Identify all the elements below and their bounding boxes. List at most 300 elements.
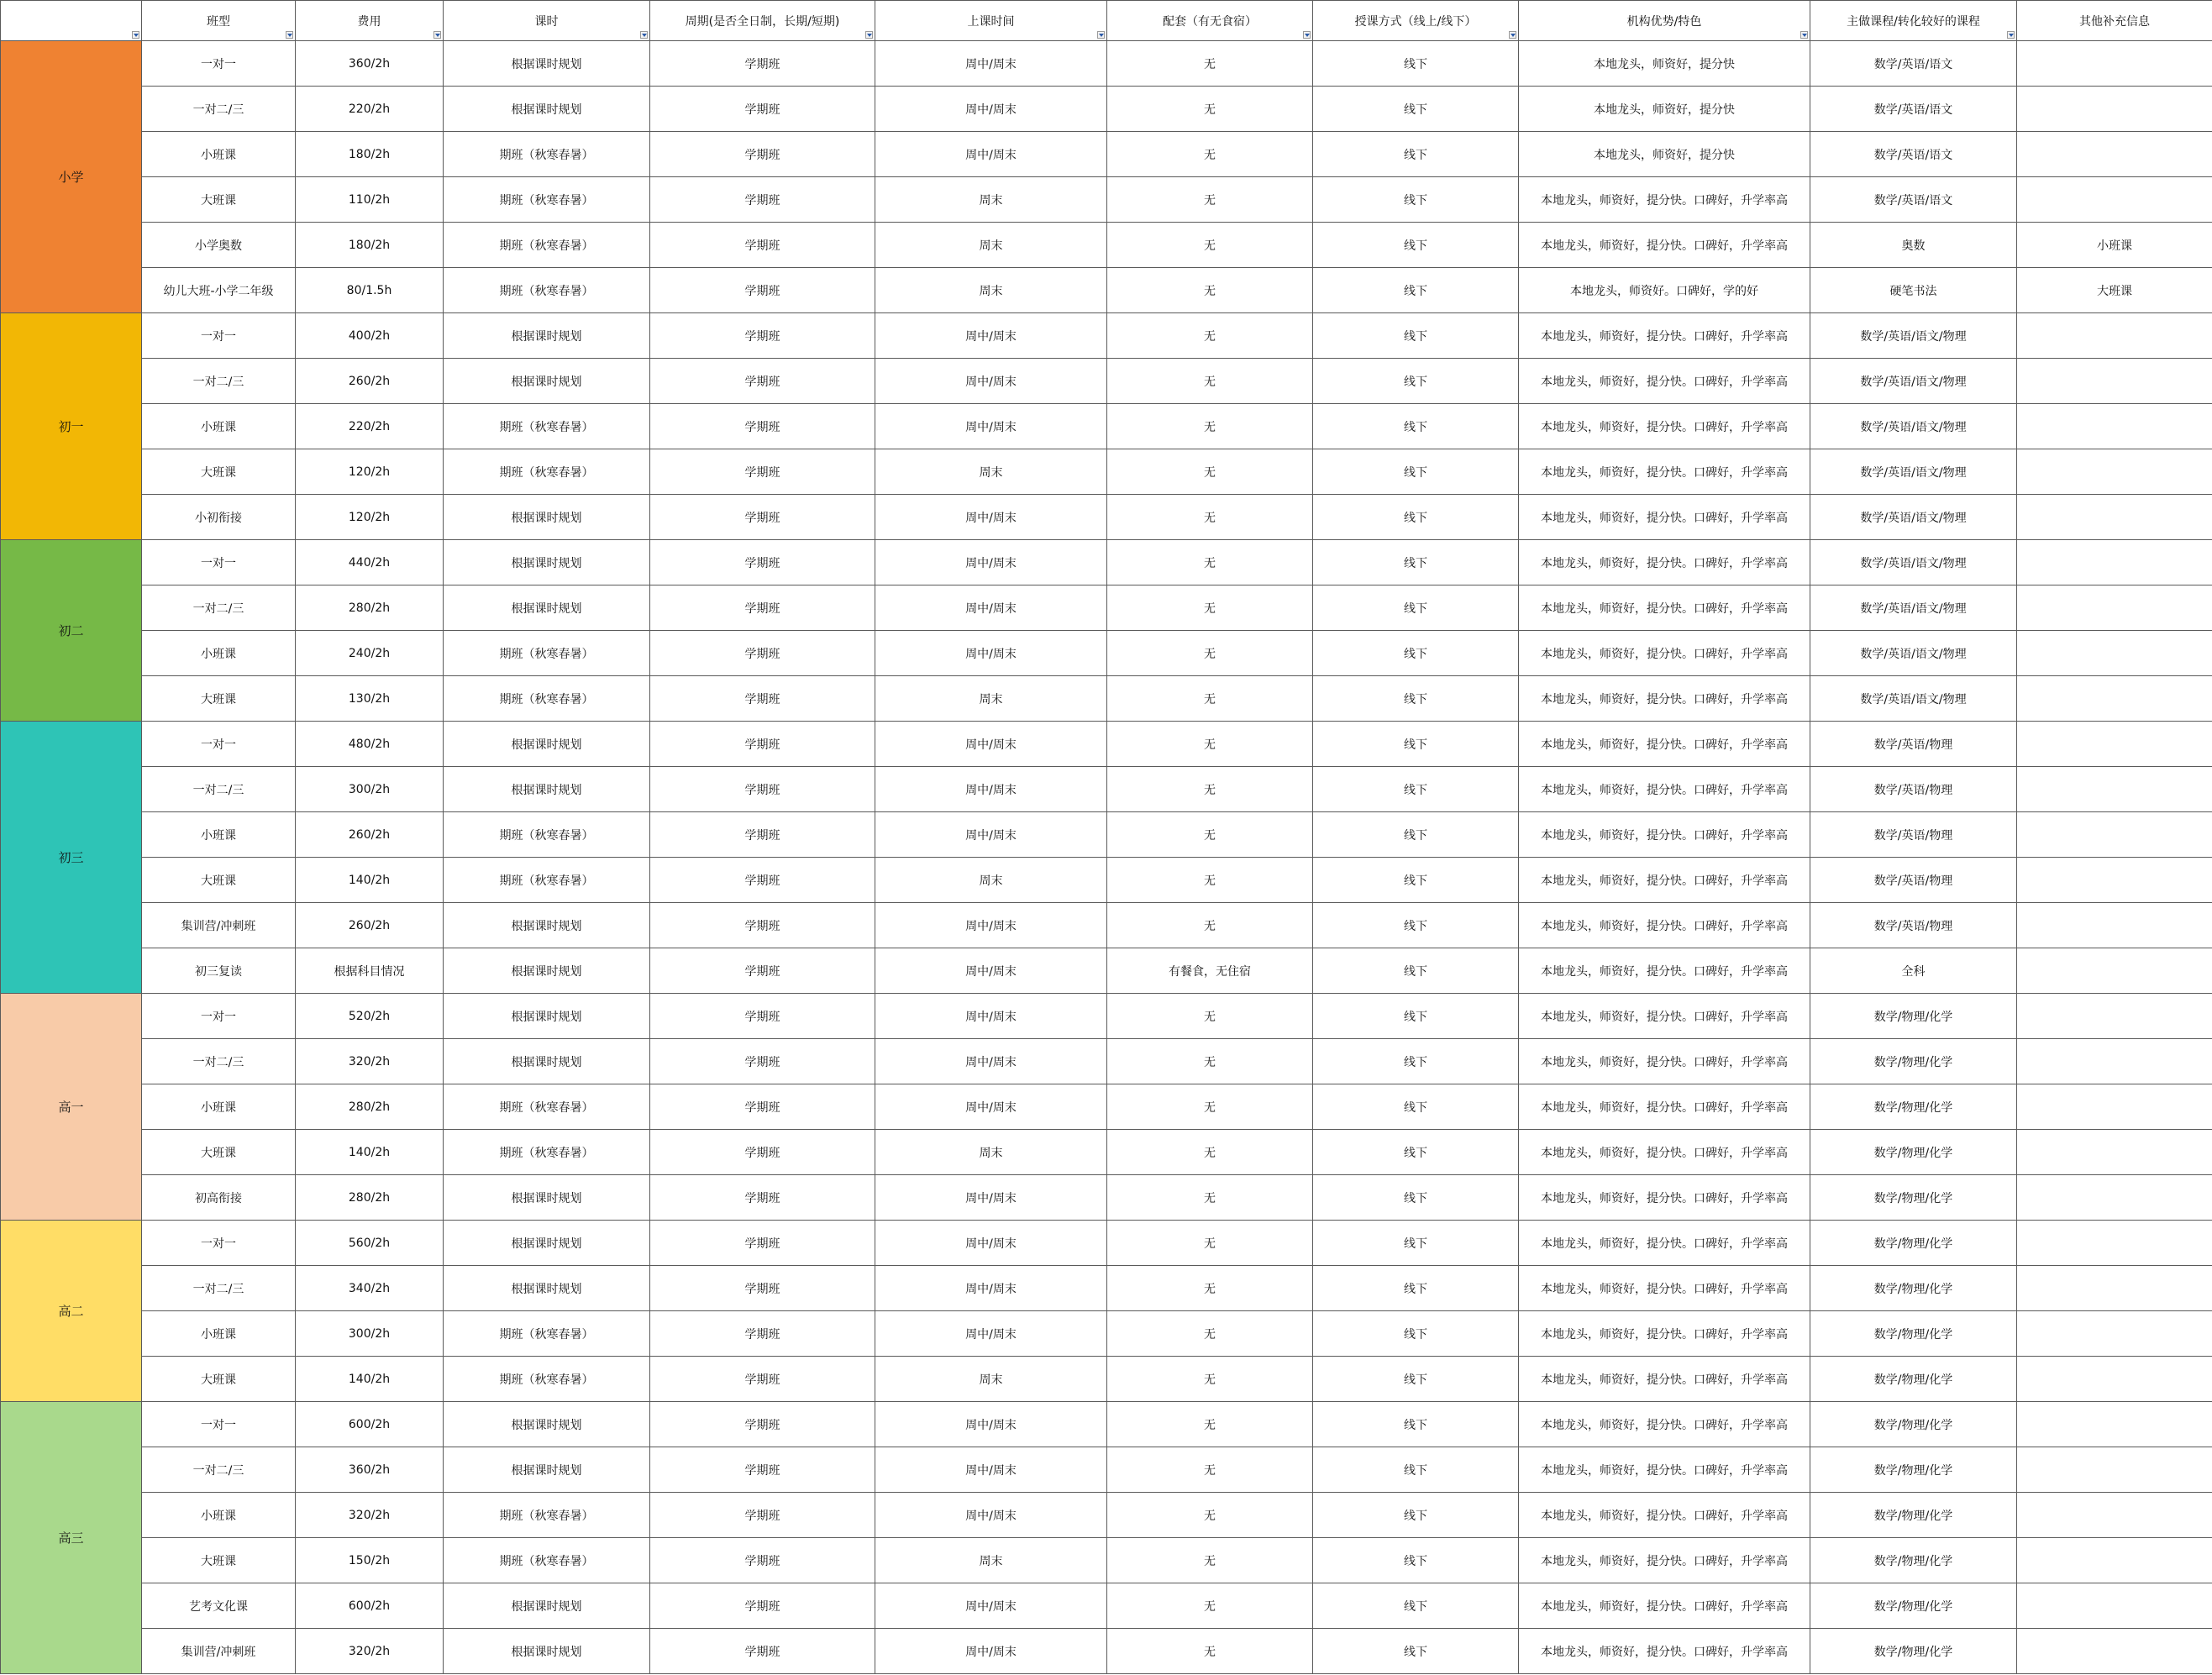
table-cell[interactable]: 周中/周末 (875, 903, 1107, 948)
table-cell[interactable]: 数学/英语/语文 (1810, 132, 2017, 177)
table-cell[interactable]: 幼儿大班-小学二年级 (142, 268, 296, 313)
table-cell[interactable]: 无 (1107, 1538, 1313, 1583)
table-cell[interactable]: 学期班 (650, 41, 875, 87)
grade-cell[interactable]: 初一 (1, 313, 142, 540)
table-cell[interactable]: 一对一 (142, 1221, 296, 1266)
table-cell[interactable]: 学期班 (650, 1447, 875, 1493)
table-cell[interactable]: 学期班 (650, 1357, 875, 1402)
table-cell[interactable] (2017, 1447, 2212, 1493)
table-cell[interactable]: 学期班 (650, 722, 875, 767)
table-cell[interactable]: 根据课时规划 (444, 313, 650, 359)
filter-dropdown-icon[interactable] (2007, 31, 2015, 39)
table-cell[interactable] (2017, 404, 2212, 449)
table-cell[interactable]: 数学/英语/物理 (1810, 858, 2017, 903)
table-cell[interactable]: 本地龙头，师资好，提分快。口碑好，升学率高 (1519, 404, 1810, 449)
table-cell[interactable]: 根据课时规划 (444, 994, 650, 1039)
table-cell[interactable]: 线下 (1313, 1221, 1519, 1266)
table-cell[interactable]: 根据课时规划 (444, 1039, 650, 1084)
table-cell[interactable] (2017, 1402, 2212, 1447)
table-cell[interactable]: 一对二/三 (142, 359, 296, 404)
table-cell[interactable]: 线下 (1313, 404, 1519, 449)
table-cell[interactable]: 本地龙头，师资好，提分快。口碑好，升学率高 (1519, 858, 1810, 903)
table-cell[interactable]: 根据课时规划 (444, 540, 650, 585)
table-cell[interactable]: 学期班 (650, 177, 875, 223)
table-cell[interactable]: 线下 (1313, 177, 1519, 223)
table-cell[interactable]: 学期班 (650, 404, 875, 449)
table-cell[interactable]: 本地龙头，师资好，提分快。口碑好，升学率高 (1519, 449, 1810, 495)
table-cell[interactable]: 本地龙头，师资好，提分快。口碑好，升学率高 (1519, 585, 1810, 631)
table-cell[interactable]: 根据课时规划 (444, 1629, 650, 1674)
table-cell[interactable]: 300/2h (296, 767, 444, 812)
table-cell[interactable]: 本地龙头，师资好，提分快。口碑好，升学率高 (1519, 1266, 1810, 1311)
table-cell[interactable]: 学期班 (650, 1039, 875, 1084)
table-cell[interactable]: 期班（秋寒春暑） (444, 404, 650, 449)
table-cell[interactable]: 初三复读 (142, 948, 296, 994)
table-cell[interactable]: 根据课时规划 (444, 722, 650, 767)
filter-dropdown-icon[interactable] (1303, 31, 1311, 39)
table-cell[interactable]: 本地龙头，师资好，提分快。口碑好，升学率高 (1519, 812, 1810, 858)
table-cell[interactable]: 线下 (1313, 223, 1519, 268)
table-cell[interactable]: 线下 (1313, 812, 1519, 858)
table-cell[interactable] (2017, 313, 2212, 359)
table-cell[interactable]: 学期班 (650, 132, 875, 177)
table-cell[interactable]: 本地龙头，师资好，提分快 (1519, 41, 1810, 87)
table-cell[interactable]: 集训营/冲刺班 (142, 903, 296, 948)
table-cell[interactable]: 无 (1107, 449, 1313, 495)
table-cell[interactable]: 周中/周末 (875, 1493, 1107, 1538)
table-cell[interactable]: 数学/英语/语文/物理 (1810, 495, 2017, 540)
table-cell[interactable] (2017, 858, 2212, 903)
filter-dropdown-icon[interactable] (132, 31, 139, 39)
table-cell[interactable]: 小班课 (2017, 223, 2212, 268)
table-cell[interactable]: 300/2h (296, 1311, 444, 1357)
table-cell[interactable]: 线下 (1313, 495, 1519, 540)
table-cell[interactable]: 周末 (875, 1538, 1107, 1583)
table-cell[interactable]: 无 (1107, 1583, 1313, 1629)
table-cell[interactable]: 期班（秋寒春暑） (444, 676, 650, 722)
table-cell[interactable]: 周末 (875, 1130, 1107, 1175)
table-cell[interactable]: 周中/周末 (875, 540, 1107, 585)
table-cell[interactable]: 数学/英语/语文/物理 (1810, 404, 2017, 449)
table-cell[interactable]: 线下 (1313, 585, 1519, 631)
table-cell[interactable]: 根据课时规划 (444, 1175, 650, 1221)
table-cell[interactable]: 无 (1107, 404, 1313, 449)
table-cell[interactable]: 260/2h (296, 812, 444, 858)
table-cell[interactable]: 周中/周末 (875, 767, 1107, 812)
table-cell[interactable]: 根据科目情况 (296, 948, 444, 994)
table-cell[interactable]: 周中/周末 (875, 1175, 1107, 1221)
table-cell[interactable]: 期班（秋寒春暑） (444, 132, 650, 177)
table-cell[interactable]: 本地龙头，师资好，提分快。口碑好，升学率高 (1519, 1447, 1810, 1493)
table-cell[interactable]: 期班（秋寒春暑） (444, 223, 650, 268)
table-cell[interactable]: 无 (1107, 1629, 1313, 1674)
table-cell[interactable]: 无 (1107, 1039, 1313, 1084)
table-cell[interactable]: 艺考文化课 (142, 1583, 296, 1629)
table-cell[interactable]: 周中/周末 (875, 994, 1107, 1039)
table-cell[interactable]: 线下 (1313, 631, 1519, 676)
table-cell[interactable]: 无 (1107, 631, 1313, 676)
table-cell[interactable]: 大班课 (2017, 268, 2212, 313)
table-cell[interactable]: 一对一 (142, 1402, 296, 1447)
table-cell[interactable]: 110/2h (296, 177, 444, 223)
table-cell[interactable]: 小班课 (142, 1493, 296, 1538)
table-cell[interactable]: 学期班 (650, 1583, 875, 1629)
table-cell[interactable]: 无 (1107, 903, 1313, 948)
table-cell[interactable]: 本地龙头，师资好，提分快。口碑好，升学率高 (1519, 1629, 1810, 1674)
table-cell[interactable] (2017, 495, 2212, 540)
table-cell[interactable]: 无 (1107, 1084, 1313, 1130)
table-cell[interactable]: 无 (1107, 1447, 1313, 1493)
header-cell[interactable]: 授课方式（线上/线下） (1313, 1, 1519, 41)
table-cell[interactable]: 220/2h (296, 87, 444, 132)
table-cell[interactable]: 一对一 (142, 540, 296, 585)
table-cell[interactable]: 根据课时规划 (444, 948, 650, 994)
table-cell[interactable] (2017, 722, 2212, 767)
table-cell[interactable]: 本地龙头，师资好，提分快。口碑好，升学率高 (1519, 495, 1810, 540)
table-cell[interactable]: 线下 (1313, 1175, 1519, 1221)
table-cell[interactable] (2017, 1175, 2212, 1221)
table-cell[interactable]: 根据课时规划 (444, 359, 650, 404)
table-cell[interactable]: 无 (1107, 87, 1313, 132)
table-cell[interactable]: 140/2h (296, 1357, 444, 1402)
table-cell[interactable]: 240/2h (296, 631, 444, 676)
table-cell[interactable]: 无 (1107, 1221, 1313, 1266)
grade-cell[interactable]: 高一 (1, 994, 142, 1221)
table-cell[interactable]: 大班课 (142, 858, 296, 903)
table-cell[interactable]: 奥数 (1810, 223, 2017, 268)
table-cell[interactable]: 周中/周末 (875, 1221, 1107, 1266)
table-cell[interactable]: 周中/周末 (875, 41, 1107, 87)
table-cell[interactable]: 周中/周末 (875, 359, 1107, 404)
table-cell[interactable]: 数学/物理/化学 (1810, 1447, 2017, 1493)
table-cell[interactable]: 无 (1107, 1130, 1313, 1175)
table-cell[interactable]: 320/2h (296, 1493, 444, 1538)
table-cell[interactable]: 线下 (1313, 1130, 1519, 1175)
table-cell[interactable]: 期班（秋寒春暑） (444, 1130, 650, 1175)
table-cell[interactable]: 初高衔接 (142, 1175, 296, 1221)
table-cell[interactable]: 线下 (1313, 676, 1519, 722)
filter-dropdown-icon[interactable] (1097, 31, 1105, 39)
table-cell[interactable]: 数学/英语/物理 (1810, 903, 2017, 948)
table-cell[interactable]: 学期班 (650, 1175, 875, 1221)
header-cell[interactable]: 上课时间 (875, 1, 1107, 41)
table-cell[interactable]: 本地龙头，师资好，提分快。口碑好，升学率高 (1519, 313, 1810, 359)
table-cell[interactable]: 小初衔接 (142, 495, 296, 540)
table-cell[interactable]: 数学/英语/语文/物理 (1810, 676, 2017, 722)
table-cell[interactable]: 440/2h (296, 540, 444, 585)
table-cell[interactable] (2017, 87, 2212, 132)
table-cell[interactable]: 线下 (1313, 313, 1519, 359)
table-cell[interactable]: 大班课 (142, 676, 296, 722)
table-cell[interactable]: 周中/周末 (875, 585, 1107, 631)
table-cell[interactable]: 本地龙头，师资好，提分快。口碑好，升学率高 (1519, 1084, 1810, 1130)
table-cell[interactable]: 600/2h (296, 1583, 444, 1629)
table-cell[interactable]: 线下 (1313, 1538, 1519, 1583)
table-cell[interactable]: 学期班 (650, 858, 875, 903)
table-cell[interactable]: 数学/物理/化学 (1810, 1266, 2017, 1311)
table-cell[interactable]: 数学/物理/化学 (1810, 994, 2017, 1039)
table-cell[interactable]: 本地龙头，师资好，提分快。口碑好，升学率高 (1519, 359, 1810, 404)
table-cell[interactable] (2017, 676, 2212, 722)
table-cell[interactable]: 学期班 (650, 631, 875, 676)
table-cell[interactable]: 本地龙头，师资好，提分快。口碑好，升学率高 (1519, 676, 1810, 722)
table-cell[interactable]: 本地龙头，师资好，提分快。口碑好，升学率高 (1519, 994, 1810, 1039)
table-cell[interactable]: 一对二/三 (142, 585, 296, 631)
table-cell[interactable]: 线下 (1313, 722, 1519, 767)
table-cell[interactable]: 无 (1107, 585, 1313, 631)
table-cell[interactable]: 480/2h (296, 722, 444, 767)
table-cell[interactable]: 周中/周末 (875, 1447, 1107, 1493)
table-cell[interactable]: 320/2h (296, 1629, 444, 1674)
table-cell[interactable]: 线下 (1313, 87, 1519, 132)
table-cell[interactable]: 无 (1107, 540, 1313, 585)
table-cell[interactable]: 周末 (875, 223, 1107, 268)
table-cell[interactable]: 线下 (1313, 359, 1519, 404)
table-cell[interactable]: 180/2h (296, 223, 444, 268)
table-cell[interactable]: 本地龙头，师资好，提分快 (1519, 132, 1810, 177)
table-cell[interactable]: 周中/周末 (875, 1583, 1107, 1629)
table-cell[interactable]: 线下 (1313, 1629, 1519, 1674)
table-cell[interactable] (2017, 1266, 2212, 1311)
table-cell[interactable]: 线下 (1313, 132, 1519, 177)
table-cell[interactable]: 数学/英语/语文 (1810, 41, 2017, 87)
table-cell[interactable]: 120/2h (296, 495, 444, 540)
table-cell[interactable]: 本地龙头，师资好，提分快。口碑好，升学率高 (1519, 1402, 1810, 1447)
table-cell[interactable]: 学期班 (650, 313, 875, 359)
table-cell[interactable]: 本地龙头，师资好，提分快。口碑好，升学率高 (1519, 1175, 1810, 1221)
table-cell[interactable]: 本地龙头，师资好，提分快。口碑好，升学率高 (1519, 631, 1810, 676)
header-cell[interactable]: 主做课程/转化较好的课程 (1810, 1, 2017, 41)
table-cell[interactable]: 学期班 (650, 268, 875, 313)
table-cell[interactable]: 本地龙头，师资好，提分快。口碑好，升学率高 (1519, 1357, 1810, 1402)
table-cell[interactable]: 数学/物理/化学 (1810, 1583, 2017, 1629)
table-cell[interactable]: 数学/英语/语文/物理 (1810, 585, 2017, 631)
table-cell[interactable]: 360/2h (296, 1447, 444, 1493)
table-cell[interactable]: 数学/英语/语文/物理 (1810, 540, 2017, 585)
table-cell[interactable]: 大班课 (142, 449, 296, 495)
grade-cell[interactable]: 初三 (1, 722, 142, 994)
table-cell[interactable]: 数学/物理/化学 (1810, 1130, 2017, 1175)
table-cell[interactable]: 学期班 (650, 767, 875, 812)
table-cell[interactable]: 周中/周末 (875, 404, 1107, 449)
table-cell[interactable] (2017, 1357, 2212, 1402)
table-cell[interactable]: 360/2h (296, 41, 444, 87)
table-cell[interactable]: 期班（秋寒春暑） (444, 1493, 650, 1538)
table-cell[interactable]: 本地龙头，师资好，提分快。口碑好，升学率高 (1519, 722, 1810, 767)
table-cell[interactable]: 无 (1107, 1357, 1313, 1402)
table-cell[interactable] (2017, 1311, 2212, 1357)
header-cell[interactable]: 其他补充信息 (2017, 1, 2212, 41)
table-cell[interactable]: 根据课时规划 (444, 1402, 650, 1447)
table-cell[interactable]: 大班课 (142, 1130, 296, 1175)
table-cell[interactable]: 线下 (1313, 1493, 1519, 1538)
table-cell[interactable]: 线下 (1313, 1266, 1519, 1311)
grade-cell[interactable]: 高二 (1, 1221, 142, 1402)
table-cell[interactable]: 学期班 (650, 1493, 875, 1538)
table-cell[interactable]: 无 (1107, 495, 1313, 540)
table-cell[interactable]: 硬笔书法 (1810, 268, 2017, 313)
table-cell[interactable]: 无 (1107, 268, 1313, 313)
table-cell[interactable]: 学期班 (650, 994, 875, 1039)
filter-dropdown-icon[interactable] (640, 31, 648, 39)
table-cell[interactable]: 周中/周末 (875, 1402, 1107, 1447)
table-cell[interactable]: 小学奥数 (142, 223, 296, 268)
table-cell[interactable]: 期班（秋寒春暑） (444, 1538, 650, 1583)
table-cell[interactable] (2017, 449, 2212, 495)
table-cell[interactable]: 学期班 (650, 585, 875, 631)
table-cell[interactable]: 学期班 (650, 1221, 875, 1266)
table-cell[interactable]: 数学/英语/语文/物理 (1810, 359, 2017, 404)
table-cell[interactable] (2017, 631, 2212, 676)
table-cell[interactable]: 根据课时规划 (444, 585, 650, 631)
table-cell[interactable]: 数学/物理/化学 (1810, 1175, 2017, 1221)
table-cell[interactable]: 周末 (875, 449, 1107, 495)
table-cell[interactable]: 根据课时规划 (444, 41, 650, 87)
header-cell[interactable]: 机构优势/特色 (1519, 1, 1810, 41)
table-cell[interactable]: 一对一 (142, 722, 296, 767)
table-cell[interactable]: 周中/周末 (875, 812, 1107, 858)
table-cell[interactable]: 一对二/三 (142, 1447, 296, 1493)
table-cell[interactable]: 周中/周末 (875, 1629, 1107, 1674)
header-cell[interactable]: 费用 (296, 1, 444, 41)
table-cell[interactable]: 周中/周末 (875, 87, 1107, 132)
table-cell[interactable]: 220/2h (296, 404, 444, 449)
header-cell[interactable]: 课时 (444, 1, 650, 41)
table-cell[interactable]: 周中/周末 (875, 1084, 1107, 1130)
filter-dropdown-icon[interactable] (1800, 31, 1808, 39)
table-cell[interactable] (2017, 994, 2212, 1039)
header-cell[interactable]: 周期(是否全日制，长期/短期) (650, 1, 875, 41)
table-cell[interactable]: 一对一 (142, 994, 296, 1039)
table-cell[interactable]: 数学/英语/物理 (1810, 722, 2017, 767)
table-cell[interactable]: 学期班 (650, 359, 875, 404)
table-cell[interactable]: 周末 (875, 268, 1107, 313)
table-cell[interactable]: 期班（秋寒春暑） (444, 631, 650, 676)
table-cell[interactable]: 数学/英语/语文/物理 (1810, 313, 2017, 359)
table-cell[interactable]: 线下 (1313, 1402, 1519, 1447)
table-cell[interactable] (2017, 41, 2212, 87)
table-cell[interactable]: 期班（秋寒春暑） (444, 858, 650, 903)
table-cell[interactable]: 有餐食，无住宿 (1107, 948, 1313, 994)
table-cell[interactable]: 大班课 (142, 177, 296, 223)
table-cell[interactable]: 140/2h (296, 858, 444, 903)
table-cell[interactable]: 无 (1107, 994, 1313, 1039)
table-cell[interactable]: 线下 (1313, 1583, 1519, 1629)
table-cell[interactable]: 期班（秋寒春暑） (444, 1084, 650, 1130)
table-cell[interactable]: 小班课 (142, 1084, 296, 1130)
table-cell[interactable]: 全科 (1810, 948, 2017, 994)
table-cell[interactable]: 周中/周末 (875, 1266, 1107, 1311)
table-cell[interactable]: 本地龙头，师资好，提分快。口碑好，升学率高 (1519, 1311, 1810, 1357)
table-cell[interactable]: 期班（秋寒春暑） (444, 268, 650, 313)
table-cell[interactable] (2017, 812, 2212, 858)
table-cell[interactable]: 本地龙头，师资好，提分快。口碑好，升学率高 (1519, 903, 1810, 948)
table-cell[interactable] (2017, 1130, 2212, 1175)
table-cell[interactable]: 数学/英语/语文 (1810, 177, 2017, 223)
table-cell[interactable]: 学期班 (650, 1311, 875, 1357)
table-cell[interactable] (2017, 767, 2212, 812)
table-cell[interactable]: 本地龙头，师资好，提分快 (1519, 87, 1810, 132)
table-cell[interactable]: 本地龙头，师资好，提分快。口碑好，升学率高 (1519, 177, 1810, 223)
table-cell[interactable]: 无 (1107, 1175, 1313, 1221)
table-cell[interactable]: 280/2h (296, 1084, 444, 1130)
table-cell[interactable]: 根据课时规划 (444, 1583, 650, 1629)
filter-dropdown-icon[interactable] (1509, 31, 1516, 39)
table-cell[interactable]: 一对一 (142, 41, 296, 87)
table-cell[interactable]: 数学/物理/化学 (1810, 1493, 2017, 1538)
table-cell[interactable]: 80/1.5h (296, 268, 444, 313)
table-cell[interactable]: 560/2h (296, 1221, 444, 1266)
table-cell[interactable]: 数学/英语/语文 (1810, 87, 2017, 132)
table-cell[interactable]: 小班课 (142, 132, 296, 177)
table-cell[interactable]: 周末 (875, 858, 1107, 903)
table-cell[interactable]: 线下 (1313, 268, 1519, 313)
table-cell[interactable]: 线下 (1313, 540, 1519, 585)
table-cell[interactable]: 无 (1107, 1402, 1313, 1447)
table-cell[interactable]: 无 (1107, 858, 1313, 903)
table-cell[interactable]: 根据课时规划 (444, 87, 650, 132)
table-cell[interactable]: 根据课时规划 (444, 1221, 650, 1266)
table-cell[interactable]: 120/2h (296, 449, 444, 495)
table-cell[interactable]: 一对二/三 (142, 1039, 296, 1084)
table-cell[interactable]: 周中/周末 (875, 722, 1107, 767)
table-cell[interactable]: 周末 (875, 676, 1107, 722)
table-cell[interactable]: 数学/物理/化学 (1810, 1039, 2017, 1084)
table-cell[interactable]: 学期班 (650, 1084, 875, 1130)
table-cell[interactable]: 140/2h (296, 1130, 444, 1175)
table-cell[interactable]: 数学/物理/化学 (1810, 1402, 2017, 1447)
table-cell[interactable]: 本地龙头，师资好。口碑好，学的好 (1519, 268, 1810, 313)
table-cell[interactable]: 期班（秋寒春暑） (444, 1357, 650, 1402)
table-cell[interactable]: 无 (1107, 41, 1313, 87)
table-cell[interactable]: 期班（秋寒春暑） (444, 812, 650, 858)
table-cell[interactable]: 学期班 (650, 676, 875, 722)
table-cell[interactable]: 线下 (1313, 1357, 1519, 1402)
grade-cell[interactable]: 高三 (1, 1402, 142, 1674)
table-cell[interactable]: 线下 (1313, 948, 1519, 994)
table-cell[interactable]: 130/2h (296, 676, 444, 722)
table-cell[interactable]: 本地龙头，师资好，提分快。口碑好，升学率高 (1519, 948, 1810, 994)
table-cell[interactable]: 根据课时规划 (444, 495, 650, 540)
table-cell[interactable]: 小班课 (142, 404, 296, 449)
table-cell[interactable]: 数学/物理/化学 (1810, 1538, 2017, 1583)
header-cell[interactable]: 配套（有无食宿） (1107, 1, 1313, 41)
table-cell[interactable]: 线下 (1313, 1039, 1519, 1084)
table-cell[interactable]: 期班（秋寒春暑） (444, 177, 650, 223)
table-cell[interactable]: 周末 (875, 1357, 1107, 1402)
table-cell[interactable]: 学期班 (650, 948, 875, 994)
table-cell[interactable] (2017, 540, 2212, 585)
table-cell[interactable]: 学期班 (650, 540, 875, 585)
table-cell[interactable]: 数学/物理/化学 (1810, 1629, 2017, 1674)
table-cell[interactable]: 本地龙头，师资好，提分快。口碑好，升学率高 (1519, 767, 1810, 812)
filter-dropdown-icon[interactable] (433, 31, 441, 39)
table-cell[interactable]: 数学/物理/化学 (1810, 1084, 2017, 1130)
table-cell[interactable]: 线下 (1313, 1447, 1519, 1493)
table-cell[interactable]: 周中/周末 (875, 1311, 1107, 1357)
table-cell[interactable]: 本地龙头，师资好，提分快。口碑好，升学率高 (1519, 540, 1810, 585)
table-cell[interactable]: 周中/周末 (875, 495, 1107, 540)
table-cell[interactable]: 150/2h (296, 1538, 444, 1583)
table-cell[interactable]: 小班课 (142, 1311, 296, 1357)
grade-cell[interactable]: 小学 (1, 41, 142, 313)
table-cell[interactable]: 本地龙头，师资好，提分快。口碑好，升学率高 (1519, 1538, 1810, 1583)
table-cell[interactable]: 线下 (1313, 767, 1519, 812)
table-cell[interactable]: 学期班 (650, 1402, 875, 1447)
table-cell[interactable]: 数学/物理/化学 (1810, 1357, 2017, 1402)
table-cell[interactable]: 线下 (1313, 903, 1519, 948)
table-cell[interactable]: 学期班 (650, 223, 875, 268)
